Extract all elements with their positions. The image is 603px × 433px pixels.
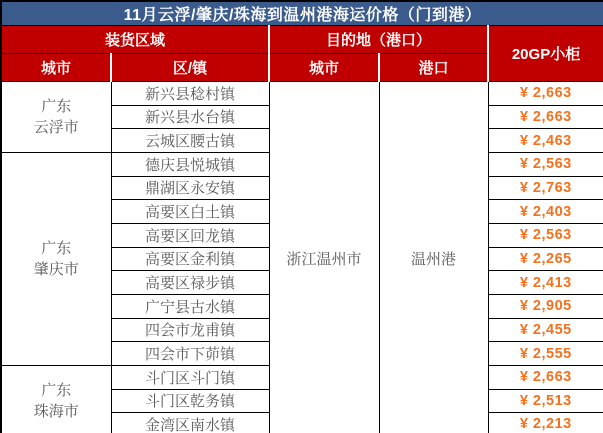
town-cell: 高要区禄步镇 bbox=[111, 271, 269, 295]
price-cell: ¥ 2,463 bbox=[488, 129, 603, 153]
origin-city-label: 肇庆市 bbox=[33, 260, 79, 278]
town-cell: 高要区白土镇 bbox=[111, 200, 269, 224]
header-20gp-container: 20GP小柜 bbox=[488, 26, 603, 82]
origin-city-cell bbox=[1, 82, 111, 153]
origin-province-label: 广东 bbox=[41, 239, 72, 257]
price-cell: ¥ 2,265 bbox=[488, 247, 603, 271]
town-cell: 高要区金利镇 bbox=[111, 247, 269, 271]
origin-city-cell bbox=[1, 365, 111, 433]
origin-province-label: 广东 bbox=[41, 381, 72, 399]
header-dest-city: 城市 bbox=[269, 54, 379, 82]
header-district-town: 区/镇 bbox=[111, 54, 269, 82]
price-cell: ¥ 2,513 bbox=[488, 389, 603, 413]
town-cell: 斗门区乾务镇 bbox=[111, 389, 269, 413]
town-cell: 斗门区斗门镇 bbox=[111, 365, 269, 389]
town-cell: 云城区腰古镇 bbox=[111, 129, 269, 153]
town-cell: 四会市龙甫镇 bbox=[111, 318, 269, 342]
price-cell: ¥ 2,663 bbox=[488, 105, 603, 129]
price-cell: ¥ 2,403 bbox=[488, 200, 603, 224]
header-origin-city: 城市 bbox=[1, 54, 111, 82]
town-cell: 金湾区南水镇 bbox=[111, 413, 269, 433]
price-cell: ¥ 2,455 bbox=[488, 318, 603, 342]
town-cell: 广宁县古水镇 bbox=[111, 294, 269, 318]
header-port: 港口 bbox=[379, 54, 488, 82]
header-destination-group: 目的地（港口） bbox=[269, 26, 488, 54]
price-cell: ¥ 2,413 bbox=[488, 271, 603, 295]
price-cell: ¥ 2,663 bbox=[488, 365, 603, 389]
price-cell: ¥ 2,563 bbox=[488, 152, 603, 176]
table-head bbox=[1, 1, 603, 82]
price-cell: ¥ 2,213 bbox=[488, 413, 603, 433]
town-cell: 新兴县水台镇 bbox=[111, 105, 269, 129]
destination-city-cell: 浙江温州市 bbox=[269, 82, 379, 433]
destination-port-cell: 温州港 bbox=[379, 82, 488, 433]
header-row-groups bbox=[1, 26, 603, 54]
origin-city-cell bbox=[1, 152, 111, 365]
town-cell: 新兴县稔村镇 bbox=[111, 82, 269, 106]
title-row bbox=[1, 1, 603, 26]
price-cell: ¥ 2,555 bbox=[488, 342, 603, 366]
price-cell: ¥ 2,563 bbox=[488, 223, 603, 247]
town-cell: 高要区回龙镇 bbox=[111, 223, 269, 247]
price-cell: ¥ 2,663 bbox=[488, 82, 603, 106]
table-row bbox=[1, 82, 603, 106]
table-body bbox=[1, 82, 603, 433]
town-cell: 鼎湖区永安镇 bbox=[111, 176, 269, 200]
origin-province-label: 广东 bbox=[41, 97, 72, 115]
header-loading-area: 装货区域 bbox=[1, 26, 269, 54]
origin-city-label: 珠海市 bbox=[33, 402, 79, 420]
town-cell: 德庆县悦城镇 bbox=[111, 152, 269, 176]
origin-city-label: 云浮市 bbox=[33, 118, 79, 136]
price-cell: ¥ 2,905 bbox=[488, 294, 603, 318]
town-cell: 四会市下茆镇 bbox=[111, 342, 269, 366]
table-title: 11月云浮/肇庆/珠海到温州港海运价格（门到港） bbox=[1, 1, 603, 26]
price-cell: ¥ 2,763 bbox=[488, 176, 603, 200]
